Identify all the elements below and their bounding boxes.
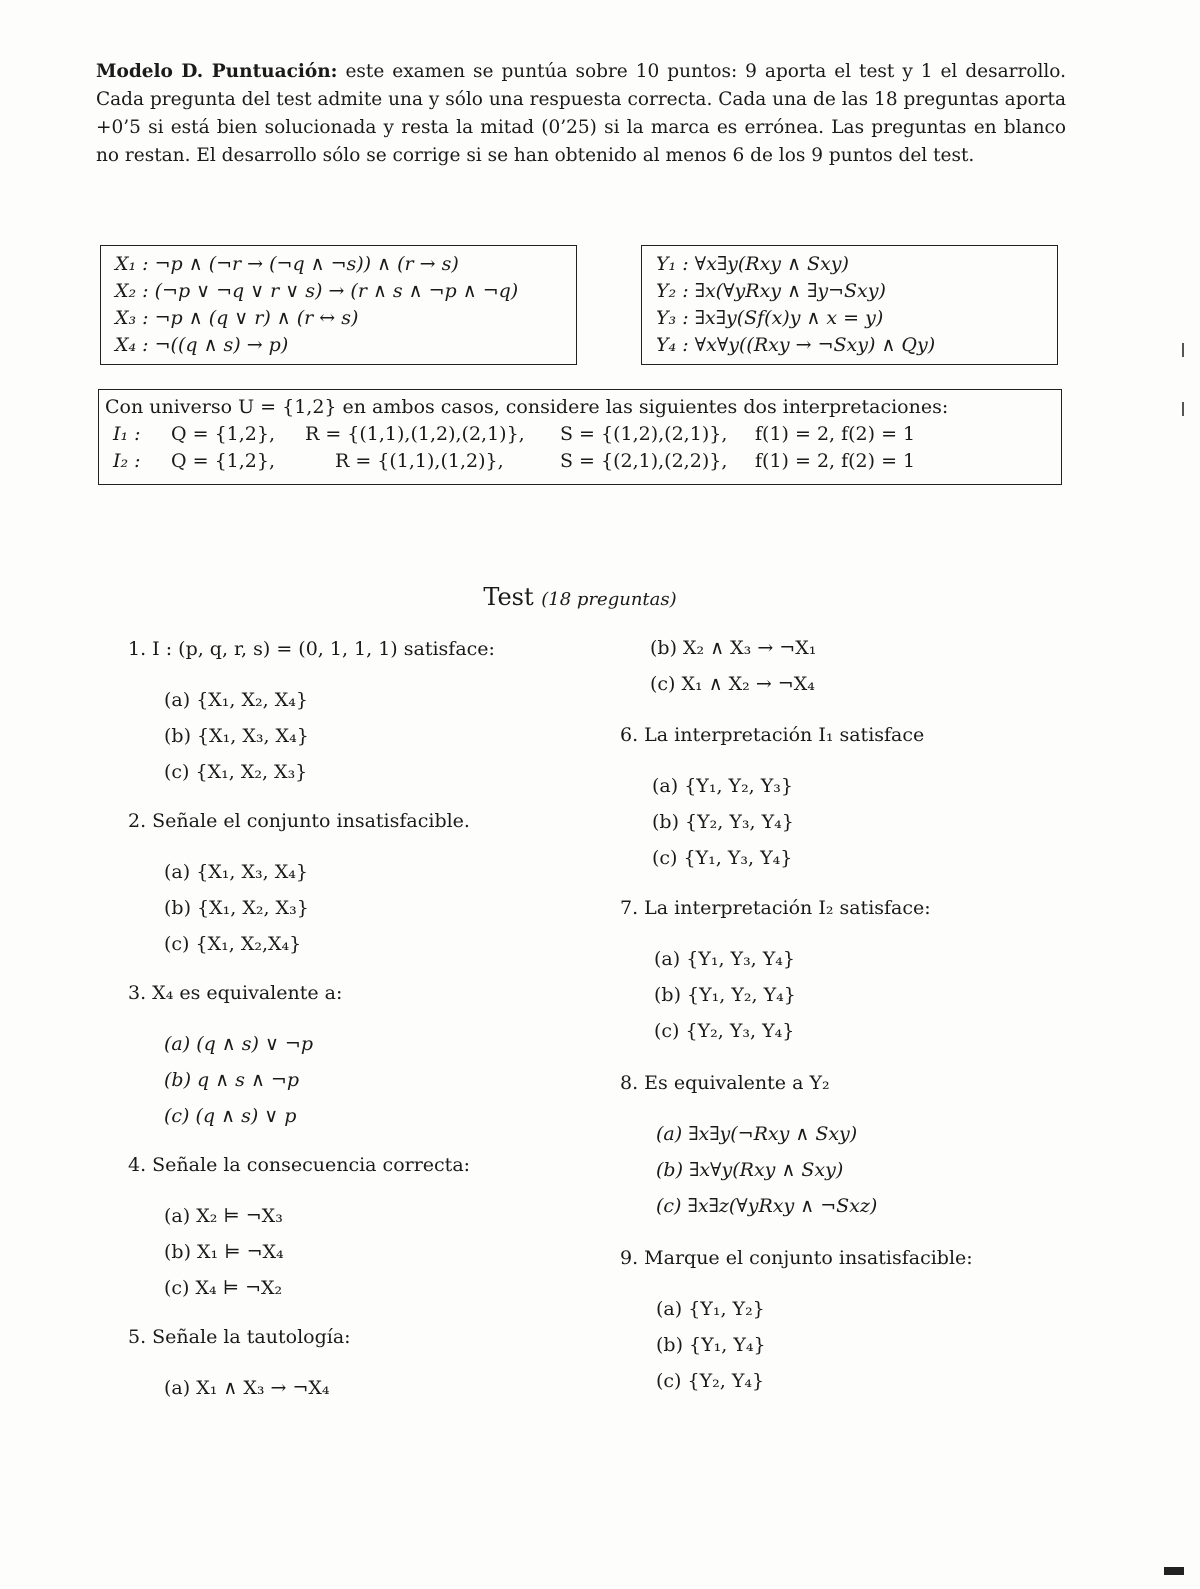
question-stem: 2. Señale el conjunto insatisfacible. (128, 810, 470, 832)
answer-option[interactable]: (c) {Y₁, Y₃, Y₄} (652, 847, 793, 869)
answer-option[interactable]: (c) {Y₂, Y₃, Y₄} (654, 1020, 795, 1042)
question-stem: 1. I : (p, q, r, s) = (0, 1, 1, 1) satisface: (128, 638, 495, 660)
formula-x4: X₄ : ¬((q ∧ s) → p) (115, 334, 289, 356)
interpretation-i2 (105, 448, 1055, 475)
question-stem: 3. X₄ es equivalente a: (128, 982, 343, 1004)
answer-option[interactable]: (c) X₄ ⊨ ¬X₂ (164, 1277, 283, 1299)
answer-option[interactable]: (b) {X₁, X₂, X₃} (164, 897, 309, 919)
answer-option[interactable]: (a) {Y₁, Y₃, Y₄} (654, 948, 796, 970)
answer-option[interactable]: (b) {X₁, X₃, X₄} (164, 725, 309, 747)
answer-option[interactable]: (a) {X₁, X₃, X₄} (164, 861, 308, 883)
question-2 (128, 810, 470, 955)
question-6 (620, 724, 925, 869)
question-stem: 9. Marque el conjunto insatisfacible: (620, 1247, 973, 1269)
question-stem: 8. Es equivalente a Y₂ (620, 1072, 830, 1094)
interpretation-q: Q = {1,2}, (171, 450, 276, 472)
answer-option[interactable]: (a) (q ∧ s) ∨ ¬p (164, 1033, 313, 1055)
answer-option[interactable]: (b) X₂ ∧ X₃ → ¬X₁ (650, 637, 817, 659)
answer-option[interactable]: (a) {Y₁, Y₂} (656, 1298, 765, 1320)
instructions-title: Modelo D. Puntuación: (96, 61, 338, 82)
answer-option[interactable]: (c) {X₁, X₂, X₃} (164, 761, 308, 783)
test-title: Test (483, 583, 534, 611)
interpretation-i1 (105, 421, 1055, 448)
question-stem: 7. La interpretación I₂ satisface: (620, 897, 931, 919)
interpretations-intro: Con universo U = {1,2} en ambos casos, considere las siguientes dos interpretaciones: (105, 396, 949, 418)
interpretation-s: S = {(2,1),(2,2)}, (560, 450, 728, 472)
question-9 (620, 1247, 973, 1392)
answer-option[interactable]: (c) X₁ ∧ X₂ → ¬X₄ (650, 673, 815, 695)
answer-option[interactable]: (b) {Y₁, Y₄} (656, 1334, 766, 1356)
instructions-text: este examen se puntúa sobre 10 puntos: 9 aporta el test y 1 el desarrollo. Cada pregunta del test admite una y sólo una respuesta correcta. Cada una de las 18 preguntas aporta +0’5 si está bien solucionada y resta la mitad (0’25) si la marca es errónea. Las preguntas en blanco no restan. El desarrollo sólo se corrige si se han obtenido al menos 6 de los 9 puntos del test. (96, 61, 1066, 166)
question-5 (128, 1326, 351, 1399)
interpretation-q: Q = {1,2}, (171, 423, 276, 445)
answer-option[interactable]: (c) (q ∧ s) ∨ p (164, 1105, 297, 1127)
formula-y4: Y₄ : ∀x∀y((Rxy → ¬Sxy) ∧ Qy) (656, 334, 936, 356)
question-1 (128, 638, 495, 783)
answer-option[interactable]: (b) ∃x∀y(Rxy ∧ Sxy) (656, 1159, 844, 1181)
question-stem: 6. La interpretación I₁ satisface (620, 724, 925, 746)
question-4 (128, 1154, 471, 1299)
interpretations-box (98, 389, 1062, 485)
scan-mark (1164, 1567, 1184, 1575)
instructions (96, 58, 1066, 170)
answer-option[interactable]: (c) ∃x∃z(∀yRxy ∧ ¬Sxz) (656, 1195, 878, 1217)
formula-x3: X₃ : ¬p ∧ (q ∨ r) ∧ (r ↔ s) (115, 307, 359, 329)
question-stem: 4. Señale la consecuencia correcta: (128, 1154, 471, 1176)
answer-option[interactable]: (b) X₁ ⊨ ¬X₄ (164, 1241, 284, 1263)
answer-option[interactable]: (a) ∃x∃y(¬Rxy ∧ Sxy) (656, 1123, 858, 1145)
interpretation-r: R = {(1,1),(1,2)}, (335, 450, 504, 472)
answer-option[interactable]: (c) {Y₂, Y₄} (656, 1370, 765, 1392)
question-7 (620, 897, 931, 1042)
question-3 (128, 982, 343, 1127)
answer-option[interactable]: (a) {X₁, X₂, X₄} (164, 689, 308, 711)
question-8 (620, 1072, 878, 1217)
interpretation-label: I₂ : (113, 450, 141, 472)
formula-x2: X₂ : (¬p ∨ ¬q ∨ r ∨ s) → (r ∧ s ∧ ¬p ∧ ¬q) (115, 280, 519, 302)
question-stem: 5. Señale la tautología: (128, 1326, 351, 1348)
answer-option[interactable]: (a) X₂ ⊨ ¬X₃ (164, 1205, 283, 1227)
interpretation-r: R = {(1,1),(1,2),(2,1)}, (305, 423, 525, 445)
formulas-x-box (100, 245, 577, 365)
answer-option[interactable]: (b) {Y₂, Y₃, Y₄} (652, 811, 794, 833)
test-subtitle: (18 preguntas) (541, 589, 677, 610)
answer-option[interactable]: (b) q ∧ s ∧ ¬p (164, 1069, 299, 1091)
formula-y2: Y₂ : ∃x(∀yRxy ∧ ∃y¬Sxy) (656, 280, 886, 302)
answer-option[interactable]: (b) {Y₁, Y₂, Y₄} (654, 984, 796, 1006)
interpretation-s: S = {(1,2),(2,1)}, (560, 423, 728, 445)
scan-mark (1182, 343, 1184, 357)
answer-option[interactable]: (c) {X₁, X₂,X₄} (164, 933, 302, 955)
formula-y3: Y₃ : ∃x∃y(Sf(x)y ∧ x = y) (656, 307, 884, 329)
scan-mark (1182, 402, 1184, 416)
answer-option[interactable]: (a) X₁ ∧ X₃ → ¬X₄ (164, 1377, 330, 1399)
formula-y1: Y₁ : ∀x∃y(Rxy ∧ Sxy) (656, 253, 849, 275)
answer-option[interactable]: (a) {Y₁, Y₂, Y₃} (652, 775, 794, 797)
interpretation-f: f(1) = 2, f(2) = 1 (755, 450, 916, 472)
test-heading (0, 583, 1160, 611)
interpretation-label: I₁ : (113, 423, 141, 445)
interpretation-f: f(1) = 2, f(2) = 1 (755, 423, 916, 445)
formula-x1: X₁ : ¬p ∧ (¬r → (¬q ∧ ¬s)) ∧ (r → s) (115, 253, 459, 275)
formulas-y-box (641, 245, 1058, 365)
